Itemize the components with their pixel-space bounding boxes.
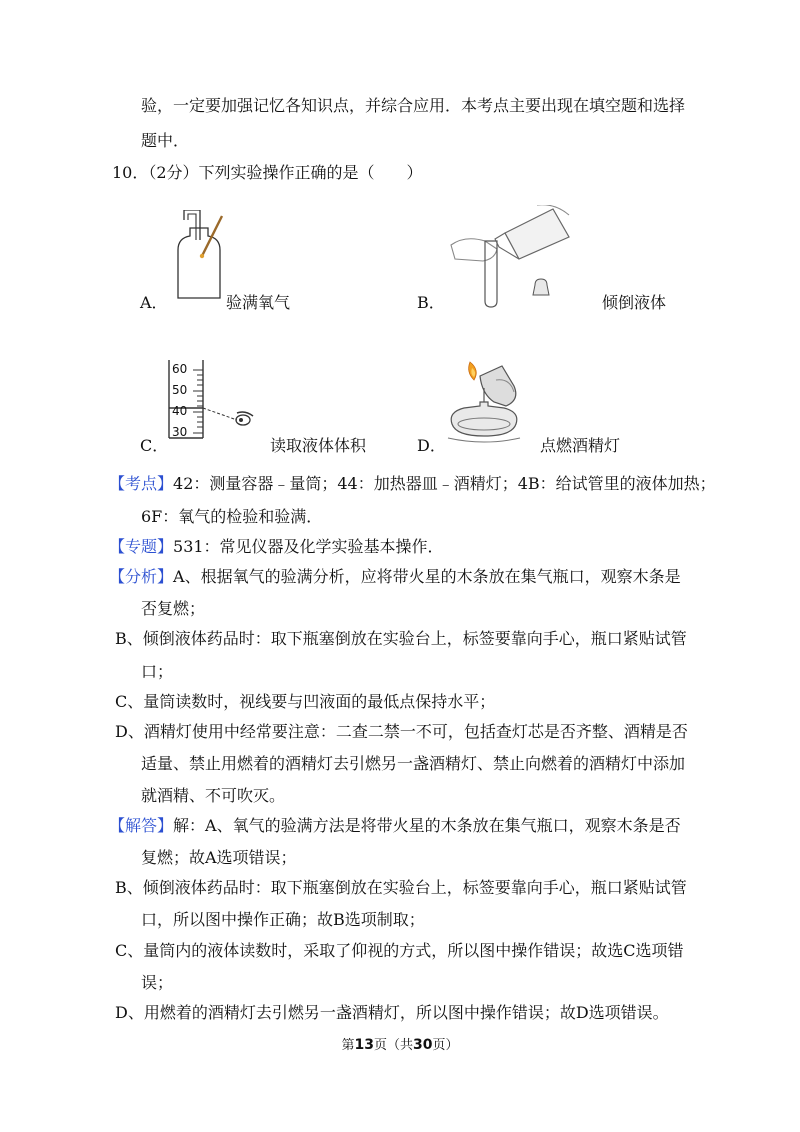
fenxi-text-a1: A、根据氧气的验满分析，应将带火星的木条放在集气瓶口，观察木条是	[173, 567, 681, 586]
jieda-line-a2: 复燃；故A选项错误；	[141, 848, 297, 867]
gas-bottle-icon	[160, 210, 230, 305]
cylinder-tick-60: 60	[172, 362, 188, 376]
question-number: 10．	[112, 163, 149, 182]
kaodian-line-2: 6F：氧气的检验和验满．	[141, 507, 323, 526]
fenxi-line-d2: 适量、禁止用燃着的酒精灯去引燃另一盏酒精灯、禁止向燃着的酒精灯中添加	[141, 754, 686, 773]
intro-line-1: 验，一定要加强记忆各知识点，并综合应用．本考点主要出现在填空题和选择	[141, 96, 686, 115]
kaodian-line-1	[109, 473, 716, 495]
zhuanti-line	[109, 536, 444, 558]
footer-total-pages: 30	[413, 1037, 433, 1053]
jieda-line-b2: 口，所以图中操作正确；故B选项制取；	[141, 910, 425, 929]
fenxi-tag: 【分析】	[109, 567, 174, 586]
page-footer	[0, 1034, 800, 1053]
jieda-line-a1	[109, 815, 681, 837]
fenxi-line-d3: 就酒精、不可吹灭。	[141, 786, 286, 805]
kaodian-tag: 【考点】	[109, 474, 174, 493]
option-a-letter: A．	[140, 293, 168, 312]
kaodian-text-1: 42：测量容器﹣量筒；44：加热器皿﹣酒精灯；4B：给试管里的液体加热；	[173, 474, 716, 493]
question-text: （2分）下列实验操作正确的是（ ）	[148, 163, 423, 182]
jieda-text-a1: 解：A、氧气的验满方法是将带火星的木条放在集气瓶口，观察木条是否	[173, 816, 681, 835]
jieda-line-c2: 误；	[141, 973, 174, 992]
pouring-liquid-icon	[445, 205, 575, 310]
footer-suffix: 页）	[432, 1038, 459, 1053]
cylinder-tick-30: 30	[172, 425, 188, 439]
intro-line-2: 题中．	[141, 131, 190, 150]
footer-middle: 页（共	[373, 1038, 413, 1053]
option-b-letter: B．	[417, 293, 445, 312]
cylinder-tick-50: 50	[172, 383, 188, 397]
jieda-tag: 【解答】	[109, 816, 174, 835]
question-line	[112, 162, 423, 184]
alcohol-lamp-icon	[440, 352, 540, 447]
jieda-line-b1: B、倾倒液体药品时：取下瓶塞倒放在实验台上，标签要靠向手心，瓶口紧贴试管	[115, 878, 687, 897]
fenxi-line-a1	[109, 566, 681, 588]
option-c-caption: 读取液体体积	[270, 436, 367, 455]
jieda-line-d1: D、用燃着的酒精灯去引燃另一盏酒精灯，所以图中操作错误；故D选项错误。	[115, 1003, 669, 1022]
option-d-caption: 点燃酒精灯	[540, 436, 621, 455]
zhuanti-tag: 【专题】	[109, 537, 174, 556]
fenxi-line-b2: 口；	[141, 662, 174, 681]
option-c-letter: C．	[140, 436, 169, 455]
cylinder-tick-40: 40	[172, 404, 188, 418]
option-b-caption: 倾倒液体	[602, 293, 667, 312]
footer-page-number: 13	[354, 1037, 374, 1053]
fenxi-line-b1: B、倾倒液体药品时：取下瓶塞倒放在实验台上，标签要靠向手心，瓶口紧贴试管	[115, 629, 687, 648]
option-a-caption: 验满氧气	[226, 293, 291, 312]
zhuanti-text: 531：常见仪器及化学实验基本操作．	[173, 537, 444, 556]
jieda-line-c1: C、量筒内的液体读数时，采取了仰视的方式，所以图中操作错误；故选C选项错	[115, 941, 684, 960]
fenxi-line-c1: C、量筒读数时，视线要与凹液面的最低点保持水平；	[115, 692, 496, 711]
footer-prefix: 第	[341, 1038, 355, 1053]
fenxi-line-a2: 否复燃；	[141, 599, 206, 618]
fenxi-line-d1: D、酒精灯使用中经常要注意：二查二禁一不可，包括查灯芯是否齐整、酒精是否	[115, 722, 688, 741]
option-d-letter: D．	[417, 436, 446, 455]
